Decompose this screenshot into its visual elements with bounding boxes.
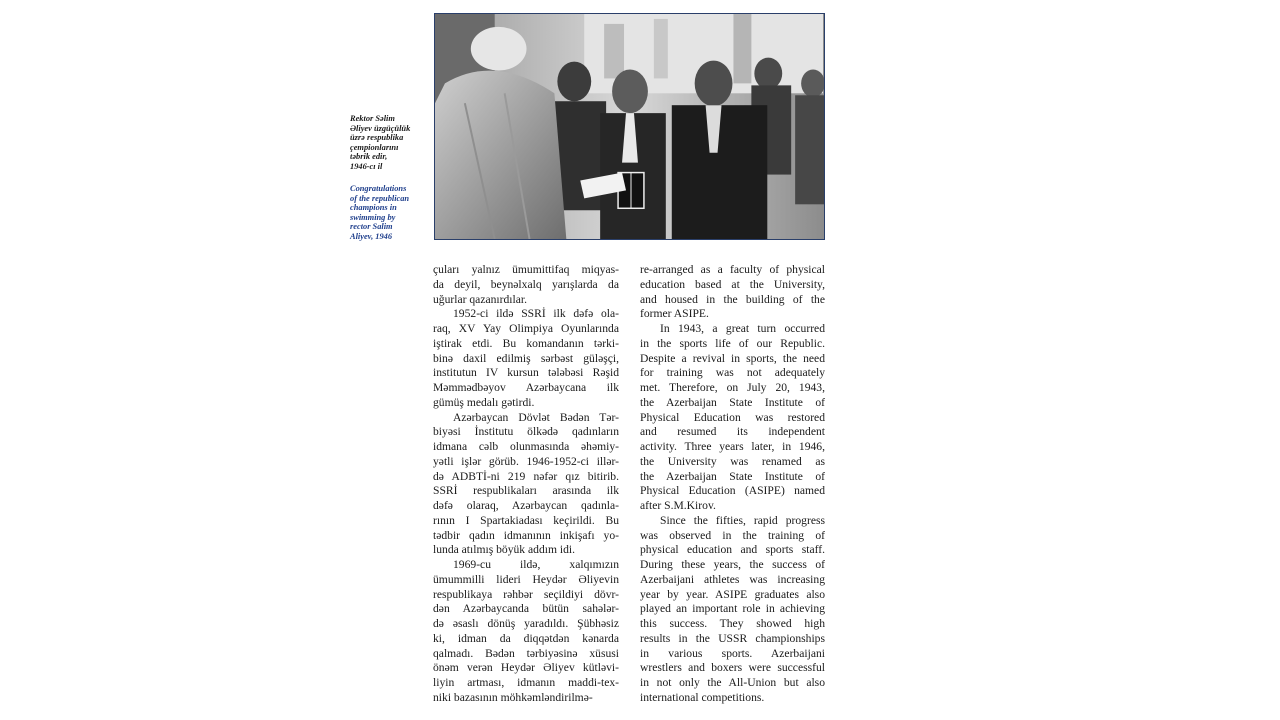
caption-line: 1946-cı il — [350, 161, 383, 171]
text-line: in various sports. Azerbaijani — [640, 646, 825, 660]
text-line: niki bazasının möhkəmləndirilmə- — [433, 690, 593, 704]
text-line: year by year. ASIPE graduates also — [640, 587, 825, 601]
text-line: and housed in the building of the — [640, 292, 825, 306]
caption-azerbaijani — [350, 114, 428, 172]
text-line: physical education and sports staff. — [640, 543, 825, 557]
caption-line: Congratulations — [350, 184, 407, 193]
caption-line: Əliyev üzgüçülük — [350, 123, 411, 133]
text-line: in the sports life of our Republic. — [640, 336, 825, 350]
paragraph — [640, 322, 825, 514]
caption-line: üzrə respublika — [350, 133, 404, 143]
text-line: də ADBTİ-ni 219 nəfər qız bitirib. — [433, 469, 619, 483]
text-line: and resumed its independent — [640, 425, 825, 439]
text-line: respublikaya rəhbər seçildiyi dövr- — [433, 587, 619, 601]
text-line: Physical Education (ASIPE) named — [640, 484, 825, 498]
text-line: the Azerbaijan State Institute of — [640, 469, 825, 483]
caption-line: of the republican — [350, 193, 410, 203]
text-line: wrestlers and boxers were successful — [640, 661, 825, 675]
caption-line: Aliyev, 1946 — [350, 231, 393, 241]
text-line: yətli işlər görüb. 1946-1952-ci illər- — [433, 454, 619, 468]
text-line: da deyil, beynəlxalq yarışlarda da — [433, 277, 619, 291]
text-line: institutun IV kursun tələbəsi Rəşid — [433, 366, 619, 380]
text-line: for training was not adequately — [640, 366, 825, 380]
text-line: this success. They showed high — [640, 617, 825, 630]
caption-line: çempionlarını — [350, 142, 399, 152]
text-line: 1952-ci ildə SSRİ ilk dəfə ola- — [453, 307, 619, 321]
text-line: met. Therefore, on July 20, 1943, — [640, 381, 825, 394]
text-line: Azerbaijani athletes was increasing — [640, 572, 825, 586]
text-line: former ASIPE. — [640, 307, 709, 321]
text-line: in not only the All-Union but also — [640, 676, 825, 689]
text-line: During these years, the success of — [640, 558, 825, 571]
text-line: after S.M.Kirov. — [640, 499, 716, 512]
text-line: Məmmədbəyov Azərbaycana ilk — [433, 381, 619, 394]
caption-english — [350, 184, 428, 242]
caption-line: Rektor Səlim — [350, 114, 395, 123]
text-line: biyəsi İnstitutu ölkədə qadınların — [433, 425, 619, 439]
text-line: uğurlar qazanırdılar. — [433, 292, 527, 306]
text-line: idmana cəlb olunmasında əhəmiy- — [433, 440, 619, 453]
text-line: In 1943, a great turn occurred — [660, 322, 825, 335]
left-text-column — [433, 263, 619, 706]
text-line: binə daxil edilmiş sərbəst güləşçi, — [433, 351, 619, 365]
text-line: iştirak etdi. Bu komandanın tərki- — [433, 336, 619, 350]
text-line: results in the USSR championships — [640, 631, 825, 645]
text-line: the Azerbaijan State Institute of — [640, 395, 825, 409]
text-line: Physical Education was restored — [640, 410, 825, 424]
text-line: tədbir qadın idmanının inkişafı yo- — [433, 528, 619, 542]
text-line: the University was renamed as — [640, 454, 825, 468]
text-line: ki, idman da diqqətdən kənarda — [433, 631, 619, 645]
caption-line: təbrik edir, — [350, 152, 388, 162]
paragraph — [433, 558, 619, 706]
text-line: education based at the University, — [640, 277, 825, 291]
text-line: Despite a revival in sports, the need — [640, 351, 825, 365]
historical-photo — [434, 13, 825, 240]
paragraph — [433, 411, 619, 559]
text-line: də əsaslı dönüş yaradıldı. Şübhəsiz — [433, 617, 619, 630]
paragraph — [433, 307, 619, 410]
text-line: dən Azərbaycanda bütün sahələr- — [433, 602, 619, 616]
text-line: Since the fifties, rapid progress — [660, 513, 825, 527]
text-line: rının I Spartakiadası keçirildi. Bu — [433, 513, 619, 527]
caption-line: rector Salim — [350, 222, 393, 232]
text-line: was observed in the training of — [640, 528, 825, 542]
text-line: 1969-cu ildə, xalqımızın — [453, 558, 619, 571]
text-line: SSRİ respublikaları arasında ilk — [433, 484, 619, 498]
text-line: activity. Three years later, in 1946, — [640, 440, 825, 453]
photo-illustration — [435, 14, 824, 239]
caption-line: swimming by — [350, 212, 396, 222]
paragraph — [433, 263, 619, 307]
text-line: gümüş medalı gətirdi. — [433, 395, 535, 409]
caption-line: champions in — [350, 203, 397, 213]
right-text-column — [640, 263, 825, 706]
text-line: önəm verən Heydər Əliyev kütləvi- — [433, 661, 619, 675]
text-line: lunda atılmış böyük addım idi. — [433, 543, 576, 557]
text-line: çuları yalnız ümumittifaq miqyas- — [433, 263, 619, 276]
paragraph — [640, 514, 825, 706]
text-line: liyin artması, idmanın maddi-tex- — [433, 676, 619, 689]
text-line: Azərbaycan Dövlət Bədən Tər- — [453, 410, 619, 424]
text-line: qalmadı. Bədən tərbiyəsinə xüsusi — [433, 646, 619, 660]
text-line: international competitions. — [640, 690, 765, 704]
text-line: raq, XV Yay Olimpiya Oyunlarında — [433, 322, 619, 335]
text-line: played an important role in achieving — [640, 602, 825, 616]
paragraph — [640, 263, 825, 322]
text-line: re-arranged as a faculty of physical — [640, 263, 825, 276]
text-line: ümummilli lideri Heydər Əliyevin — [433, 572, 619, 586]
text-line: dəfə olaraq, Azərbaycan qadınla- — [433, 499, 619, 512]
